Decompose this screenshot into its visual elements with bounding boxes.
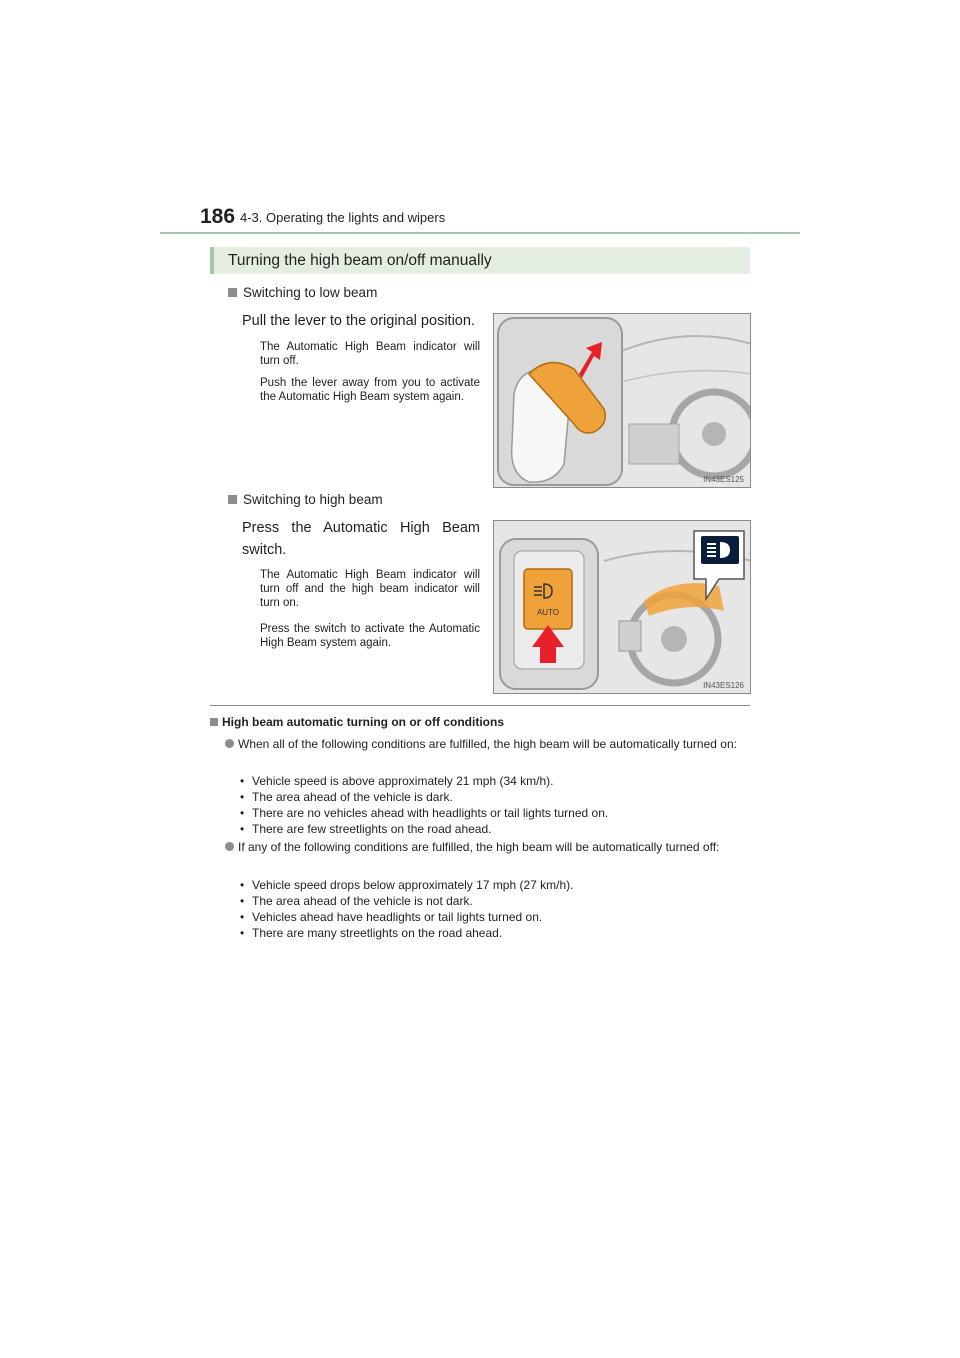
list-item: • There are many streetlights on the road ahead. bbox=[240, 925, 750, 941]
figure-code: IN43ES126 bbox=[703, 681, 744, 690]
circle-bullet-icon bbox=[225, 842, 234, 851]
list-item: • The area ahead of the vehicle is not dark. bbox=[240, 893, 750, 909]
conditions-on-list bbox=[240, 773, 750, 837]
section-divider bbox=[210, 705, 750, 706]
chapter-title: 4-3. Operating the lights and wipers bbox=[240, 210, 446, 225]
conditions-off-text: If any of the following conditions are fulfilled, the high beam will be automatically turned off: bbox=[238, 840, 720, 854]
high-beam-instruction: Press the Automatic High Beam switch. bbox=[242, 520, 480, 558]
section-title: Turning the high beam on/off manually bbox=[228, 252, 492, 269]
conditions-off-intro bbox=[225, 839, 750, 855]
square-bullet-icon bbox=[228, 495, 237, 504]
low-beam-heading-text: Switching to low beam bbox=[243, 285, 378, 300]
conditions-heading bbox=[210, 715, 504, 729]
page-number: 186 bbox=[200, 205, 236, 228]
high-beam-note-2: Press the switch to activate the Automatic High Beam system again. bbox=[260, 623, 480, 649]
lever-illustration bbox=[494, 314, 751, 488]
list-item: • Vehicles ahead have headlights or tail lights turned on. bbox=[240, 909, 750, 925]
list-item: • Vehicle speed is above approximately 21 mph (34 km/h). bbox=[240, 773, 750, 789]
conditions-on-intro bbox=[225, 736, 750, 752]
low-beam-heading bbox=[228, 285, 377, 300]
switch-illustration bbox=[494, 521, 751, 694]
low-beam-illustration bbox=[493, 313, 751, 488]
conditions-off-list bbox=[240, 877, 750, 941]
circle-bullet-icon bbox=[225, 739, 234, 748]
square-bullet-icon bbox=[228, 288, 237, 297]
list-item: • There are no vehicles ahead with headlights or tail lights turned on. bbox=[240, 805, 750, 821]
high-beam-heading bbox=[228, 492, 383, 507]
list-item: • Vehicle speed drops below approximately 17 mph (27 km/h). bbox=[240, 877, 750, 893]
high-beam-heading-text: Switching to high beam bbox=[243, 492, 383, 507]
list-item: • There are few streetlights on the road ahead. bbox=[240, 821, 750, 837]
section-heading-bar bbox=[210, 247, 750, 274]
auto-switch-label: AUTO bbox=[536, 608, 560, 617]
list-item: • The area ahead of the vehicle is dark. bbox=[240, 789, 750, 805]
low-beam-note-2: Push the lever away from you to activate the Automatic High Beam system again. bbox=[260, 377, 480, 403]
low-beam-instruction: Pull the lever to the original position. bbox=[242, 313, 475, 329]
high-beam-note-1: The Automatic High Beam indicator will turn off and the high beam indicator will turn on. bbox=[260, 569, 480, 609]
figure-code: IN43ES125 bbox=[703, 475, 744, 484]
square-bullet-icon bbox=[210, 718, 218, 726]
conditions-heading-text: High beam automatic turning on or off conditions bbox=[222, 715, 504, 729]
conditions-on-text: When all of the following conditions are fulfilled, the high beam will be automatically turned on: bbox=[238, 737, 737, 751]
high-beam-illustration bbox=[493, 520, 751, 694]
header-divider bbox=[160, 232, 800, 234]
low-beam-note-1: The Automatic High Beam indicator will turn off. bbox=[260, 341, 480, 367]
